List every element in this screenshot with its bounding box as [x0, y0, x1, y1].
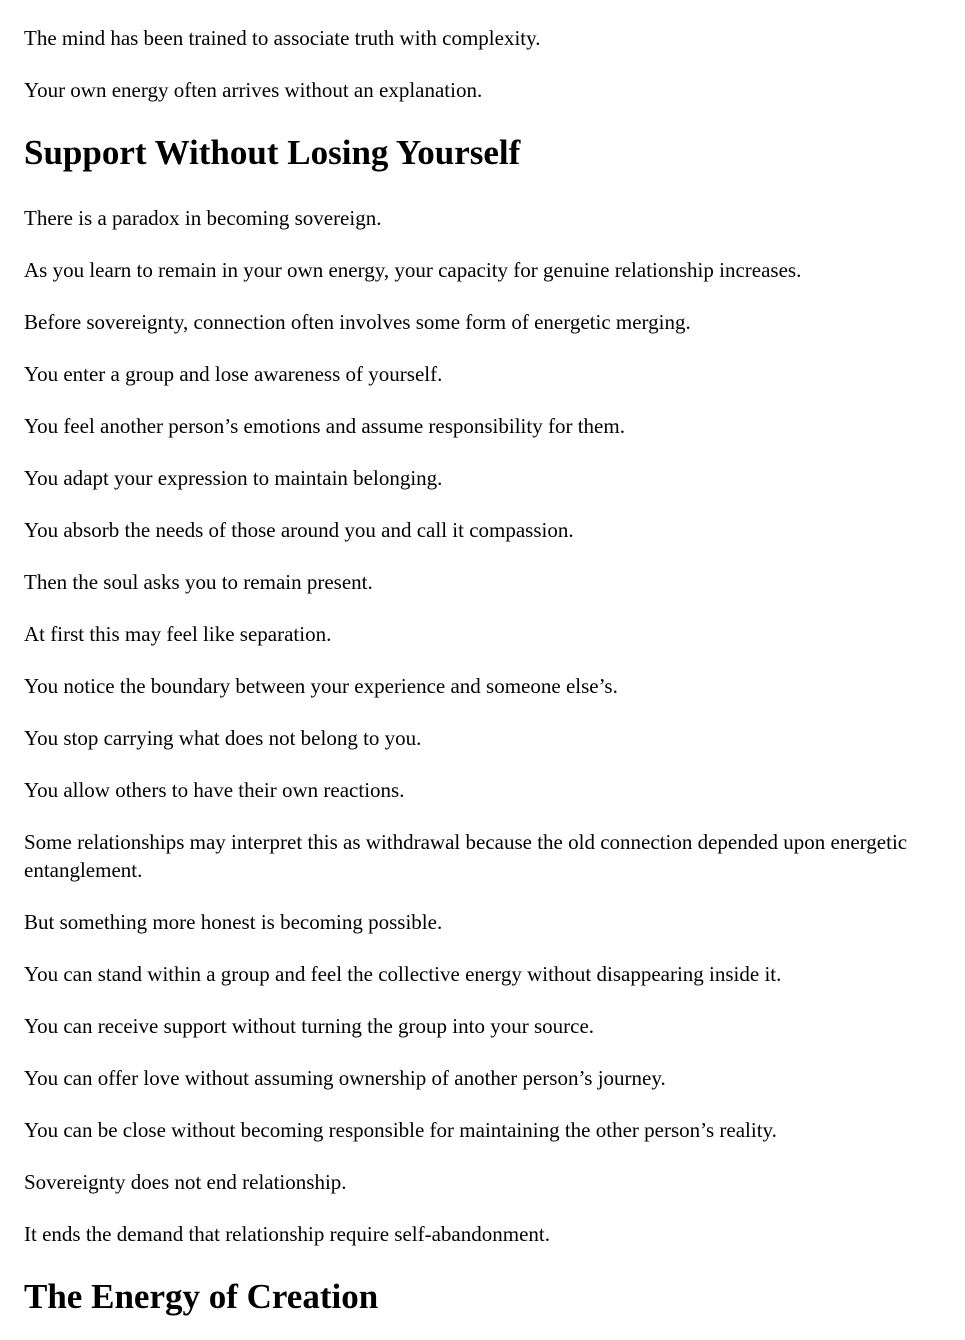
body-paragraph: You absorb the needs of those around you and call it compassion. — [24, 518, 574, 542]
body-paragraph: You feel another person’s emotions and assume responsibility for them. — [24, 414, 625, 438]
body-paragraph: It ends the demand that relationship require self-abandonment. — [24, 1222, 550, 1246]
body-paragraph: But something more honest is becoming possible. — [24, 910, 443, 934]
section-heading: Support Without Losing Yourself — [24, 133, 521, 172]
body-paragraph: You can receive support without turning the group into your source. — [24, 1014, 595, 1038]
body-paragraph: As you learn to remain in your own energy, your capacity for genuine relationship increases. — [24, 258, 802, 282]
body-paragraph: You can stand within a group and feel the collective energy without disappearing inside it. — [24, 962, 782, 986]
body-paragraph: You enter a group and lose awareness of yourself. — [24, 362, 443, 386]
section-heading: The Energy of Creation — [24, 1277, 379, 1316]
body-paragraph: You stop carrying what does not belong to you. — [24, 726, 422, 750]
body-paragraph: Then the soul asks you to remain present. — [24, 570, 373, 594]
body-paragraph: You adapt your expression to maintain belonging. — [24, 466, 443, 490]
body-paragraph: You can be close without becoming responsible for maintaining the other person’s reality. — [24, 1118, 777, 1142]
intro-paragraph: Your own energy often arrives without an explanation. — [24, 78, 483, 102]
body-paragraph: At first this may feel like separation. — [24, 622, 332, 646]
body-paragraph: Some relationships may interpret this as withdrawal because the old connection depended upon energetic entanglement. — [24, 830, 908, 882]
body-paragraph: You notice the boundary between your experience and someone else’s. — [24, 674, 618, 698]
body-paragraph: You can offer love without assuming ownership of another person’s journey. — [24, 1066, 666, 1090]
intro-paragraph: The mind has been trained to associate truth with complexity. — [24, 26, 541, 50]
body-paragraph: You allow others to have their own reactions. — [24, 778, 405, 802]
body-paragraph: Sovereignty does not end relationship. — [24, 1170, 347, 1194]
body-paragraph: Before sovereignty, connection often involves some form of energetic merging. — [24, 310, 691, 334]
body-paragraph: There is a paradox in becoming sovereign. — [24, 206, 382, 230]
